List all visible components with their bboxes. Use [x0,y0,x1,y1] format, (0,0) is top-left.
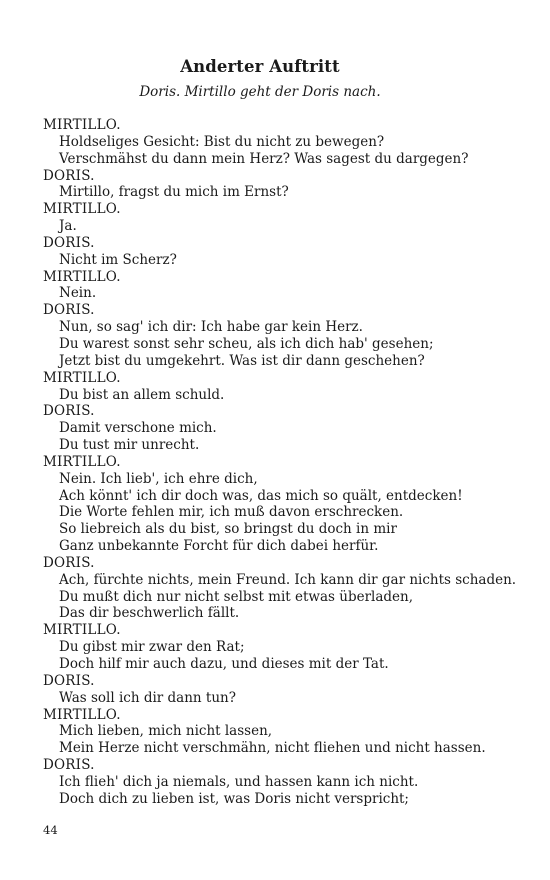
verse-line: Doch hilf mir auch dazu, und dieses mit der Tat. [59,656,389,672]
speaker-name: DORIS. [43,167,95,184]
verse-line: Mein Herze nicht verschmähn, nicht fliehen und nicht hassen. [59,740,486,757]
speaker-name: MIRTILLO. [43,117,121,133]
speaker-name: MIRTILLO. [43,622,121,639]
page-number: 44 [43,823,58,837]
verse-line: Du gibst mir zwar den Rat; [59,639,245,656]
verse-line: Nicht im Scherz? [59,251,177,268]
verse-line: Mich lieben, mich nicht lassen, [59,723,273,740]
verse-line: Doch dich zu lieben ist, was Doris nicht verspricht; [59,790,409,807]
speaker-name: DORIS. [43,554,95,571]
speaker-name: MIRTILLO. [43,706,121,723]
verse-line: Du warest sonst sehr scheu, als ich dich hab' gesehen; [59,335,434,352]
verse-line: Was soll ich dir dann tun? [59,689,236,706]
verse-line: Damit verschone mich. [59,420,217,437]
verse-line: Mirtillo, fragst du mich im Ernst? [59,184,289,201]
verse-line: Nein. [59,285,97,302]
speaker-name: DORIS. [43,672,95,689]
verse-line: Ganz unbekannte Forcht für dich dabei herfür. [59,538,379,555]
scene-title: Anderter Auftritt [180,57,340,76]
verse-line: Ach könnt' ich dir doch was, das mich so quält, entdecken! [59,487,463,504]
speaker-name: DORIS. [43,302,95,319]
speaker-name: MIRTILLO. [43,369,121,386]
speaker-name: MIRTILLO. [43,453,121,470]
verse-line: Du tust mir unrecht. [59,437,200,454]
speaker-name: DORIS. [43,757,95,774]
verse-line: Ich flieh' dich ja niemals, und hassen kann ich nicht. [59,773,419,790]
stage-direction: Doris. Mirtillo geht der Doris nach. [139,84,381,100]
verse-line: Holdseliges Gesicht: Bist du nicht zu bewegen? [59,133,385,150]
verse-line: Ach, fürchte nichts, mein Freund. Ich kann dir gar nichts schaden. [59,571,517,588]
speaker-name: DORIS. [43,403,95,420]
verse-line: Das dir beschwerlich fällt. [59,605,240,622]
verse-line: Du mußt dich nur nicht selbst mit etwas überladen, [59,588,414,605]
verse-line: Verschmähst du dann mein Herz? Was sagest du dargegen? [59,150,469,167]
verse-line: Du bist an allem schuld. [59,386,225,403]
verse-line: Nun, so sag' ich dir: Ich habe gar kein Herz. [59,319,363,336]
speaker-name: DORIS. [43,234,95,251]
verse-line: Jetzt bist du umgekehrt. Was ist dir dann geschehen? [59,352,425,369]
speaker-name: MIRTILLO. [43,268,121,285]
speaker-name: MIRTILLO. [43,201,121,218]
verse-line: So liebreich als du bist, so bringst du doch in mir [59,521,397,538]
dialogue-text [43,117,523,808]
verse-line: Ja. [59,218,77,235]
verse-line: Nein. Ich lieb', ich ehre dich, [59,470,258,487]
verse-line: Die Worte fehlen mir, ich muß davon erschrecken. [59,504,404,521]
